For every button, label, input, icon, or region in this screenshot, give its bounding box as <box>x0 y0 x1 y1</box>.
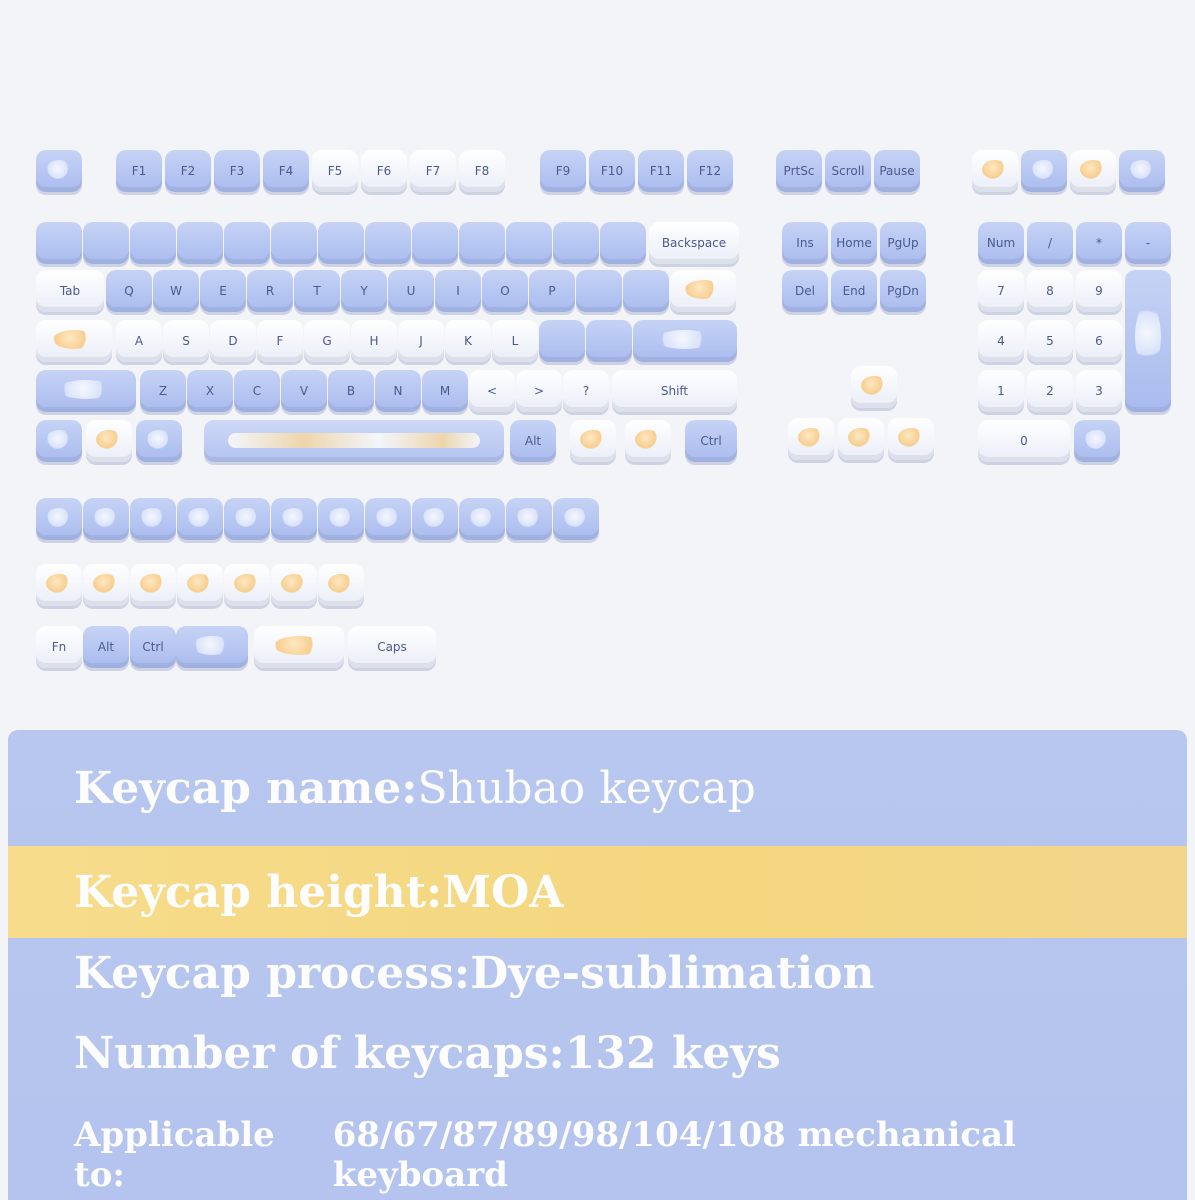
keycap-legend: F3 <box>229 164 245 178</box>
keycap-legend: 2 <box>1046 384 1054 398</box>
extra-art-key <box>224 498 270 540</box>
arrow-art-key <box>838 418 884 460</box>
key-ralt <box>510 420 556 462</box>
keycap-legend: 3 <box>1095 384 1103 398</box>
key-n9 <box>1076 270 1122 312</box>
keycap-legend: Y <box>360 284 368 298</box>
keycap-legend: F7 <box>425 164 441 178</box>
bracket-key <box>576 270 622 312</box>
keycap-legend: Scroll <box>831 164 865 178</box>
key-d <box>210 320 256 362</box>
key-f10 <box>589 150 635 192</box>
key-f7 <box>410 150 456 192</box>
backslash-key <box>670 270 736 312</box>
keycap-legend: 5 <box>1046 334 1054 348</box>
key-f2 <box>165 150 211 192</box>
number-row-key <box>600 222 646 264</box>
number-row-key <box>412 222 458 264</box>
keycap-legend: 1 <box>997 384 1005 398</box>
key-prtsc <box>776 150 822 192</box>
keycap-legend: Q <box>124 284 134 298</box>
keycap-legend: F12 <box>698 164 722 178</box>
key-n3 <box>1076 370 1122 412</box>
extra-art-key <box>224 564 270 606</box>
keycap-legend: R <box>265 284 275 298</box>
spec-height-value: MOA <box>442 866 564 918</box>
key-f1 <box>116 150 162 192</box>
key-b <box>328 370 374 412</box>
key-extra_alt <box>83 626 129 668</box>
key-f8 <box>459 150 505 192</box>
keycap-legend: - <box>1145 236 1151 250</box>
key-n8 <box>1027 270 1073 312</box>
keycap-legend: End <box>842 284 866 298</box>
keycap-legend: Ctrl <box>142 640 164 654</box>
key-comma <box>469 370 515 412</box>
number-row-key <box>271 222 317 264</box>
fn-art-key <box>570 420 616 462</box>
key-period <box>516 370 562 412</box>
art-key <box>1021 150 1067 192</box>
keycap-legend: F9 <box>555 164 571 178</box>
spec-process-value: Dye-sublimation <box>470 947 875 999</box>
spec-panel <box>8 730 1187 1200</box>
key-pgup <box>880 222 926 264</box>
alt-art-key <box>136 420 182 462</box>
key-n4 <box>978 320 1024 362</box>
key-n0 <box>978 420 1070 462</box>
key-q <box>106 270 152 312</box>
capslock-art-key <box>36 320 112 362</box>
extra-art-key <box>318 498 364 540</box>
key-e <box>200 270 246 312</box>
extra-art-key <box>506 498 552 540</box>
enter-art-key <box>633 320 737 362</box>
art-key <box>1119 150 1165 192</box>
number-row-key <box>36 222 82 264</box>
key-g <box>304 320 350 362</box>
key-rctrl <box>685 420 737 462</box>
keycap-legend: M <box>439 384 451 398</box>
keycap-legend: K <box>464 334 472 348</box>
key-end <box>831 270 877 312</box>
keycap-legend: PrtSc <box>783 164 815 178</box>
arrow-art-key <box>888 418 934 460</box>
keycap-legend: V <box>299 384 309 398</box>
key-u <box>388 270 434 312</box>
esc-art-key <box>36 150 82 192</box>
spec-row-applicable <box>8 1115 1187 1195</box>
spec-number-label: Number of keycaps: <box>74 1027 565 1079</box>
keycap-legend: J <box>419 334 423 348</box>
extra-art-key <box>365 498 411 540</box>
quote-key <box>586 320 632 362</box>
key-backspace <box>649 222 739 264</box>
keycap-legend: F8 <box>474 164 490 178</box>
spec-row-height <box>8 846 1187 938</box>
bracket-key <box>623 270 669 312</box>
spec-applicable-label: Applicable to: <box>74 1115 275 1195</box>
keycap-legend: Pause <box>879 164 915 178</box>
keycap-legend: Num <box>986 236 1016 250</box>
key-t <box>294 270 340 312</box>
key-m <box>422 370 468 412</box>
spec-name-label: Keycap name: <box>74 762 418 814</box>
key-n7 <box>978 270 1024 312</box>
keycap-legend: H <box>369 334 379 348</box>
key-f12 <box>687 150 733 192</box>
keycap-legend: PgUp <box>887 236 919 250</box>
extra-art-key <box>459 498 505 540</box>
key-n5 <box>1027 320 1073 362</box>
number-row-key <box>83 222 129 264</box>
key-f6 <box>361 150 407 192</box>
keycap-legend: Shift <box>660 384 689 398</box>
key-h <box>351 320 397 362</box>
spec-process-label: Keycap process: <box>74 947 471 999</box>
spec-height-label: Keycap height: <box>74 866 443 918</box>
keycap-legend: Backspace <box>661 236 727 250</box>
key-n <box>375 370 421 412</box>
key-pgdn <box>880 270 926 312</box>
extra-art-key <box>36 498 82 540</box>
keycap-legend: N <box>393 384 403 398</box>
spec-row-number <box>8 1020 1187 1086</box>
keycap-legend: A <box>134 334 144 348</box>
extra-art-key <box>271 498 317 540</box>
keycap-legend: 8 <box>1046 284 1054 298</box>
key-w <box>153 270 199 312</box>
keycap-legend: PgDn <box>887 284 919 298</box>
extra-art-key <box>318 564 364 606</box>
keycap-legend: 7 <box>997 284 1005 298</box>
keycap-legend: P <box>548 284 556 298</box>
keycap-legend: 6 <box>1095 334 1103 348</box>
key-pause <box>874 150 920 192</box>
key-k <box>445 320 491 362</box>
number-row-key <box>365 222 411 264</box>
key-j <box>398 320 444 362</box>
keycap-legend: Fn <box>51 640 67 654</box>
key-i <box>435 270 481 312</box>
keycap-legend: Home <box>836 236 872 250</box>
keycap-legend: Ins <box>796 236 814 250</box>
lshift-art-key <box>36 370 136 412</box>
keycap-legend: L <box>511 334 519 348</box>
key-f <box>257 320 303 362</box>
spec-row-name <box>8 758 1187 818</box>
key-slash <box>563 370 609 412</box>
keycap-legend: F2 <box>180 164 196 178</box>
keycap-legend: Alt <box>524 434 542 448</box>
win-art-key <box>86 420 132 462</box>
key-r <box>247 270 293 312</box>
extra-wide-art-key <box>176 626 248 668</box>
key-n1 <box>978 370 1024 412</box>
extra-wide-art-key <box>254 626 344 668</box>
key-o <box>482 270 528 312</box>
extra-art-key <box>412 498 458 540</box>
key-c <box>234 370 280 412</box>
key-numminus <box>1125 222 1171 264</box>
keycap-legend: S <box>182 334 190 348</box>
key-num <box>978 222 1024 264</box>
extra-art-key <box>83 498 129 540</box>
keycap-legend: 4 <box>997 334 1005 348</box>
keycap-legend: Del <box>795 284 815 298</box>
key-del <box>782 270 828 312</box>
keycap-legend: F11 <box>649 164 673 178</box>
keycap-legend: ? <box>582 384 590 398</box>
key-f9 <box>540 150 586 192</box>
key-tab <box>36 270 104 312</box>
extra-art-key <box>177 498 223 540</box>
keycap-legend: C <box>252 384 262 398</box>
keycap-legend: F5 <box>327 164 343 178</box>
extra-art-key <box>130 564 176 606</box>
spec-number-value: 132 keys <box>564 1027 781 1079</box>
key-home <box>831 222 877 264</box>
extra-art-key <box>130 498 176 540</box>
keycap-legend: Tab <box>59 284 81 298</box>
extra-art-key <box>271 564 317 606</box>
key-numstar <box>1076 222 1122 264</box>
key-p <box>529 270 575 312</box>
key-x <box>187 370 233 412</box>
keycap-legend: Z <box>158 384 168 398</box>
keycap-legend: B <box>346 384 356 398</box>
number-row-key <box>318 222 364 264</box>
keycap-legend: U <box>406 284 416 298</box>
extra-art-key <box>36 564 82 606</box>
keycap-legend: X <box>205 384 215 398</box>
key-z <box>140 370 186 412</box>
keycap-legend: Caps <box>377 640 407 654</box>
extra-art-key <box>177 564 223 606</box>
key-f5 <box>312 150 358 192</box>
extra-art-key <box>553 498 599 540</box>
key-rshift <box>612 370 737 412</box>
keycap-legend: E <box>219 284 227 298</box>
keycap-legend: F1 <box>131 164 147 178</box>
key-l <box>492 320 538 362</box>
keycap-legend: 9 <box>1095 284 1103 298</box>
keycap-legend: I <box>456 284 460 298</box>
keycap-legend: G <box>322 334 332 348</box>
keycap-legend: F <box>276 334 284 348</box>
key-extra_fn <box>36 626 82 668</box>
menu-art-key <box>625 420 671 462</box>
keycap-legend: 0 <box>1020 434 1028 448</box>
key-ins <box>782 222 828 264</box>
semicolon-key <box>539 320 585 362</box>
keycap-legend: T <box>313 284 321 298</box>
keycap-legend: W <box>170 284 182 298</box>
numpad-plus-key <box>1125 270 1171 412</box>
keycap-legend: F10 <box>600 164 624 178</box>
number-row-key <box>553 222 599 264</box>
spec-row-process <box>8 940 1187 1006</box>
key-v <box>281 370 327 412</box>
arrow-up-art-key <box>851 366 897 408</box>
number-row-key <box>459 222 505 264</box>
spec-name-value: Shubao keycap <box>417 762 756 814</box>
keycap-legend: * <box>1096 236 1102 250</box>
keycap-legend: D <box>228 334 238 348</box>
key-y <box>341 270 387 312</box>
spacebar-art-key <box>204 420 504 462</box>
key-f3 <box>214 150 260 192</box>
ctrl-art-key <box>36 420 82 462</box>
art-key <box>1070 150 1116 192</box>
keycap-legend: F6 <box>376 164 392 178</box>
keycap-legend: < <box>486 384 498 398</box>
key-numslash <box>1027 222 1073 264</box>
key-f4 <box>263 150 309 192</box>
key-n2 <box>1027 370 1073 412</box>
keycap-legend: > <box>533 384 545 398</box>
art-key <box>972 150 1018 192</box>
extra-art-key <box>83 564 129 606</box>
numpad-del-art-key <box>1074 420 1120 462</box>
key-s <box>163 320 209 362</box>
key-f11 <box>638 150 684 192</box>
keycap-legend: Ctrl <box>700 434 722 448</box>
key-extra_ctrl <box>130 626 176 668</box>
key-a <box>116 320 162 362</box>
key-caps <box>348 626 436 668</box>
spec-applicable-value: 68/67/87/89/98/104/108 mechanical keyboard <box>332 1115 1016 1195</box>
keycap-legend: F4 <box>278 164 294 178</box>
keycap-legend: Alt <box>97 640 115 654</box>
number-row-key <box>177 222 223 264</box>
key-scroll <box>825 150 871 192</box>
arrow-art-key <box>788 418 834 460</box>
number-row-key <box>224 222 270 264</box>
key-n6 <box>1076 320 1122 362</box>
keycap-legend: O <box>500 284 510 298</box>
keycap-legend: / <box>1047 236 1053 250</box>
number-row-key <box>130 222 176 264</box>
number-row-key <box>506 222 552 264</box>
